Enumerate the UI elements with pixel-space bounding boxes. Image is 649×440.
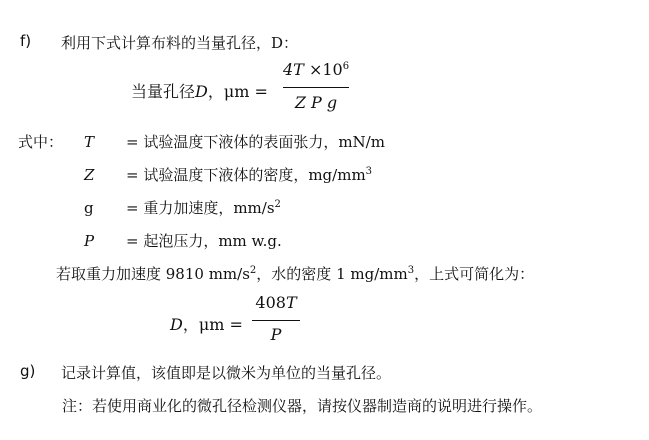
simplify-part-1: 若取重力加速度 9810 mm/s [56, 265, 250, 283]
where-row [84, 230, 282, 251]
formula-2-denominator: P [270, 325, 282, 344]
formula-2-num-digits: 408 [255, 293, 286, 312]
formula-1-lhs-var: D [195, 82, 208, 101]
simplify-sup-2: 3 [407, 265, 415, 276]
formula-1-numerator [283, 60, 349, 79]
formula-2-num-var: T [285, 293, 297, 312]
item-text-f: 利用下式计算布料的当量孔径，D： [61, 34, 299, 52]
formula-1-fraction-bar [283, 87, 349, 88]
where-description: = 试验温度下液体的表面张力，mN/m [126, 133, 385, 151]
formula-1-num-rest: ×10 [303, 60, 343, 79]
where-symbol: T [84, 133, 95, 151]
formula-1-num-exp: 6 [342, 61, 350, 72]
formula-2-numerator [252, 293, 300, 312]
where-superscript: 2 [274, 199, 281, 210]
where-description: = 起泡压力，mm w.g. [126, 232, 282, 250]
where-symbol: P [84, 232, 95, 250]
where-superscript: 3 [365, 166, 373, 177]
where-row [84, 164, 372, 185]
simplify-sentence [56, 263, 534, 284]
simplify-part-2: ，水的密度 1 mg/mm [256, 265, 408, 283]
where-row [84, 197, 281, 218]
where-description: = 试验温度下液体的密度，mg/mm [126, 166, 366, 184]
formula-1-lhs [131, 79, 268, 102]
note-text: 注：若使用商业化的微孔径检测仪器，请按仪器制造商的说明进行操作。 [62, 397, 543, 415]
item-label-g: g) [20, 362, 36, 380]
formula-1-num-var: 4T [283, 60, 304, 79]
item-label-f: f) [20, 32, 32, 50]
where-symbol: g [84, 199, 94, 217]
item-text-g: 记录计算值，该值即是以微米为单位的当量孔径。 [61, 364, 392, 382]
formula-2-fraction [252, 293, 300, 353]
where-row [84, 131, 385, 152]
simplify-sup-1: 2 [249, 265, 257, 276]
formula-2-lhs-var: D [170, 315, 183, 334]
formula-2-fraction-bar [252, 320, 300, 321]
formula-1-lhs-text: 当量孔径 [131, 82, 196, 101]
where-symbol: Z [84, 166, 95, 184]
formula-2-lhs [170, 312, 243, 335]
where-label: 式中： [18, 133, 64, 151]
formula-1-denominator: Z P g [294, 93, 338, 112]
where-description: = 重力加速度，mm/s [126, 199, 275, 217]
formula-1-lhs-unit: ，μm = [207, 82, 268, 101]
formula-2-lhs-unit: ，μm = [182, 315, 243, 334]
formula-1-fraction [283, 60, 349, 120]
simplify-part-3: ，上式可简化为： [414, 265, 535, 283]
